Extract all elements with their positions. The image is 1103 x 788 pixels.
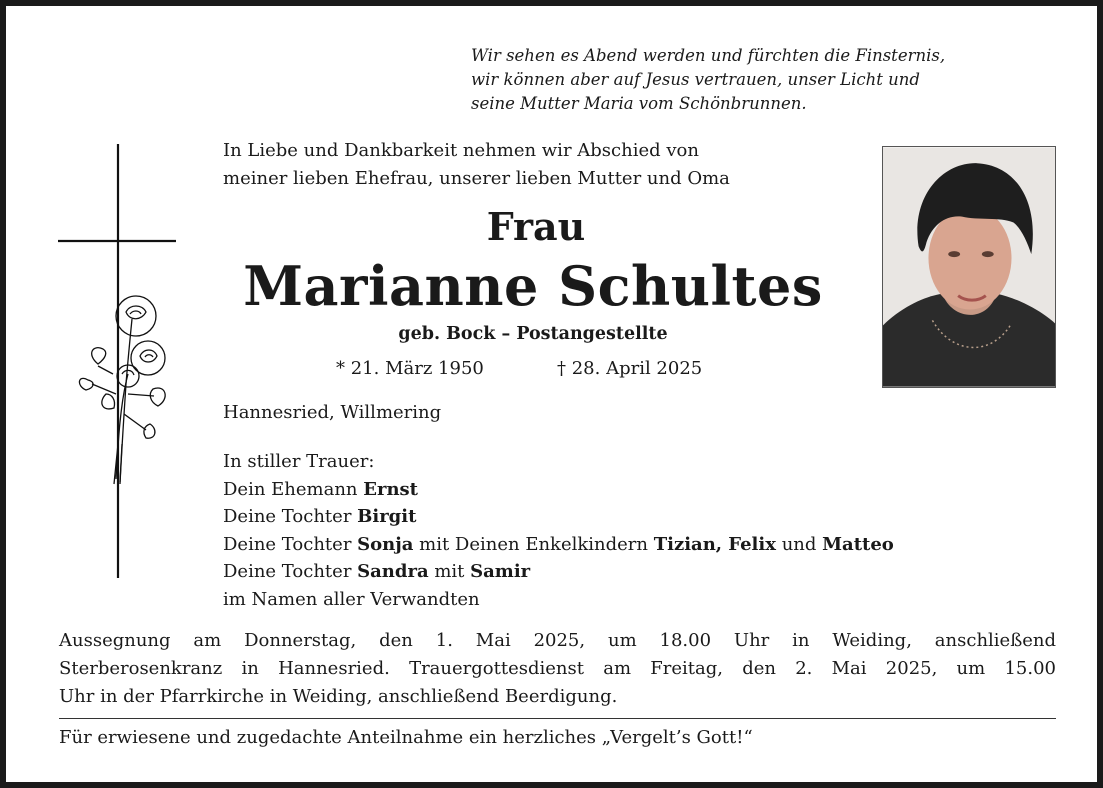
verse-line: Wir sehen es Abend werden und fürchten die Finsternis,: [471, 46, 946, 65]
mourner-line: Deine Tochter Birgit: [223, 506, 417, 527]
intro-line: meiner lieben Ehefrau, unserer lieben Mutter und Oma: [223, 168, 730, 189]
verse: [471, 44, 945, 116]
portrait-image: [883, 147, 1055, 387]
birth-date: * 21. März 1950: [336, 358, 484, 379]
funeral-line: Aussegnung am Donnerstag, den 1. Mai 2025, um 18.00 Uhr in Weiding, anschließend: [59, 630, 1056, 651]
death-date: † 28. April 2025: [557, 358, 703, 379]
portrait-photo: [882, 146, 1056, 388]
verse-line: seine Mutter Maria vom Schönbrunnen.: [471, 94, 807, 113]
mourner-line: im Namen aller Verwandten: [223, 588, 480, 610]
mourner-line: Dein Ehemann Ernst: [223, 478, 418, 500]
mourner-line: Deine Tochter Sandra mit Samir: [223, 561, 531, 582]
divider: [59, 718, 1056, 719]
funeral-line: Uhr in der Pfarrkirche in Weiding, anschließend Beerdigung.: [59, 686, 618, 707]
salutation: Frau: [486, 204, 586, 249]
intro-line: In Liebe und Dankbarkeit nehmen wir Abschied von: [223, 140, 699, 161]
verse-line: wir können aber auf Jesus vertrauen, unser Licht und: [471, 70, 920, 89]
mourner-line: Deine Tochter Sonja mit Deinen Enkelkindern Tizian, Felix und Matteo: [223, 533, 894, 555]
thanks-text: Für erwiesene und zugedachte Anteilnahme ein herzliches „Vergelt’s Gott!“: [59, 727, 753, 748]
mourners-heading: In stiller Trauer:: [223, 451, 375, 472]
mourners-list: [223, 448, 894, 613]
residence: Hannesried, Willmering: [223, 402, 442, 423]
funeral-details: [59, 627, 1056, 711]
maiden-name-occupation: geb. Bock – Postangestellte: [398, 324, 668, 344]
intro-text: [223, 137, 730, 193]
funeral-line: Sterberosenkranz in Hannesried. Trauergottesdienst am Freitag, den 2. Mai 2025, um 15.00: [59, 658, 1056, 679]
deceased-name: Marianne Schultes: [243, 254, 823, 318]
